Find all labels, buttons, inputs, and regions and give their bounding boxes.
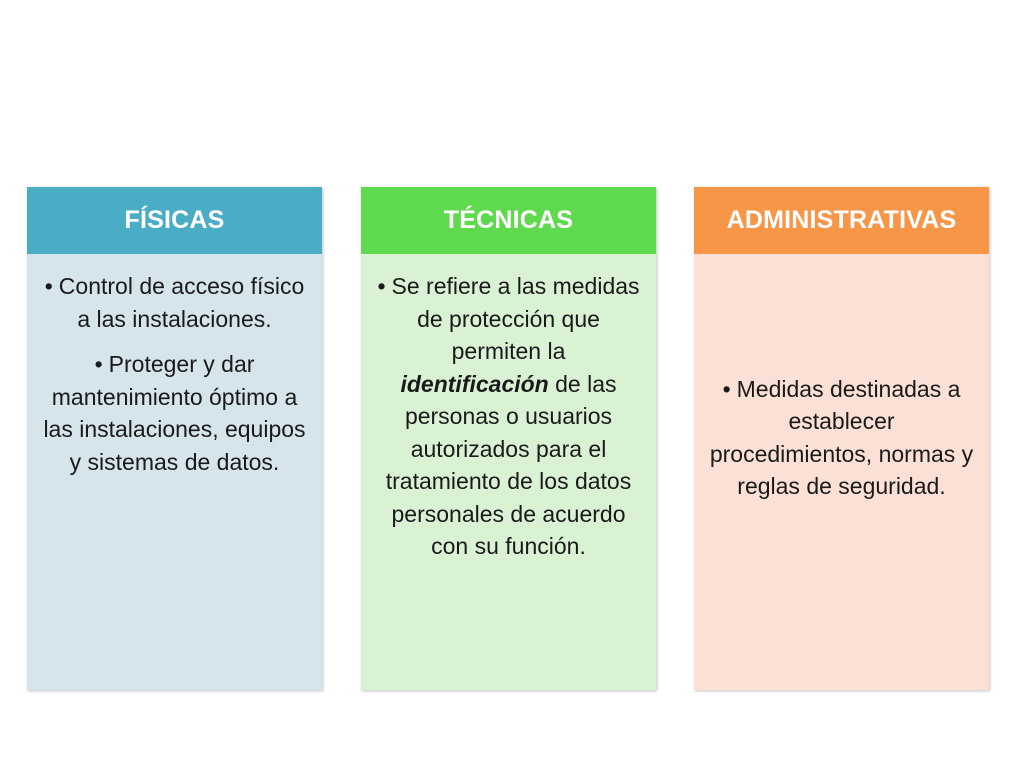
- bullet-text: Proteger y dar mantenimiento óptimo a las instalaciones, equipos y sistemas de datos.: [43, 351, 306, 475]
- bullet-text: de las personas o usuarios autorizados para el tratamiento de los datos personales de acuerdo con su función.: [385, 370, 632, 559]
- column-body-tecnicas: [361, 254, 656, 690]
- bullet-text: Control de acceso físico a las instalaciones.: [58, 273, 305, 332]
- bullet-item: [708, 373, 975, 503]
- bullet-item: [375, 270, 642, 563]
- column-header-fisicas: FÍSICAS: [27, 187, 322, 254]
- bullet-item: [41, 270, 308, 335]
- bullet-icon: •: [377, 273, 386, 299]
- bullet-icon: •: [44, 273, 53, 299]
- column-administrativas: [694, 187, 989, 690]
- bullet-item: [41, 348, 308, 478]
- column-header-tecnicas: TÉCNICAS: [361, 187, 656, 254]
- column-body-fisicas: [27, 254, 322, 690]
- column-header-administrativas: ADMINISTRATIVAS: [694, 187, 989, 254]
- column-fisicas: [27, 187, 322, 690]
- bullet-icon: •: [722, 375, 731, 402]
- column-tecnicas: [361, 187, 656, 690]
- bullet-text-emphasis: identificación: [400, 370, 549, 397]
- column-body-administrativas: [694, 254, 989, 690]
- bullet-text: Se refiere a las medidas de protección que permiten la: [391, 273, 640, 364]
- bullet-icon: •: [94, 351, 103, 377]
- bullet-text: Medidas destinadas a establecer procedimientos, normas y reglas de seguridad.: [709, 375, 974, 499]
